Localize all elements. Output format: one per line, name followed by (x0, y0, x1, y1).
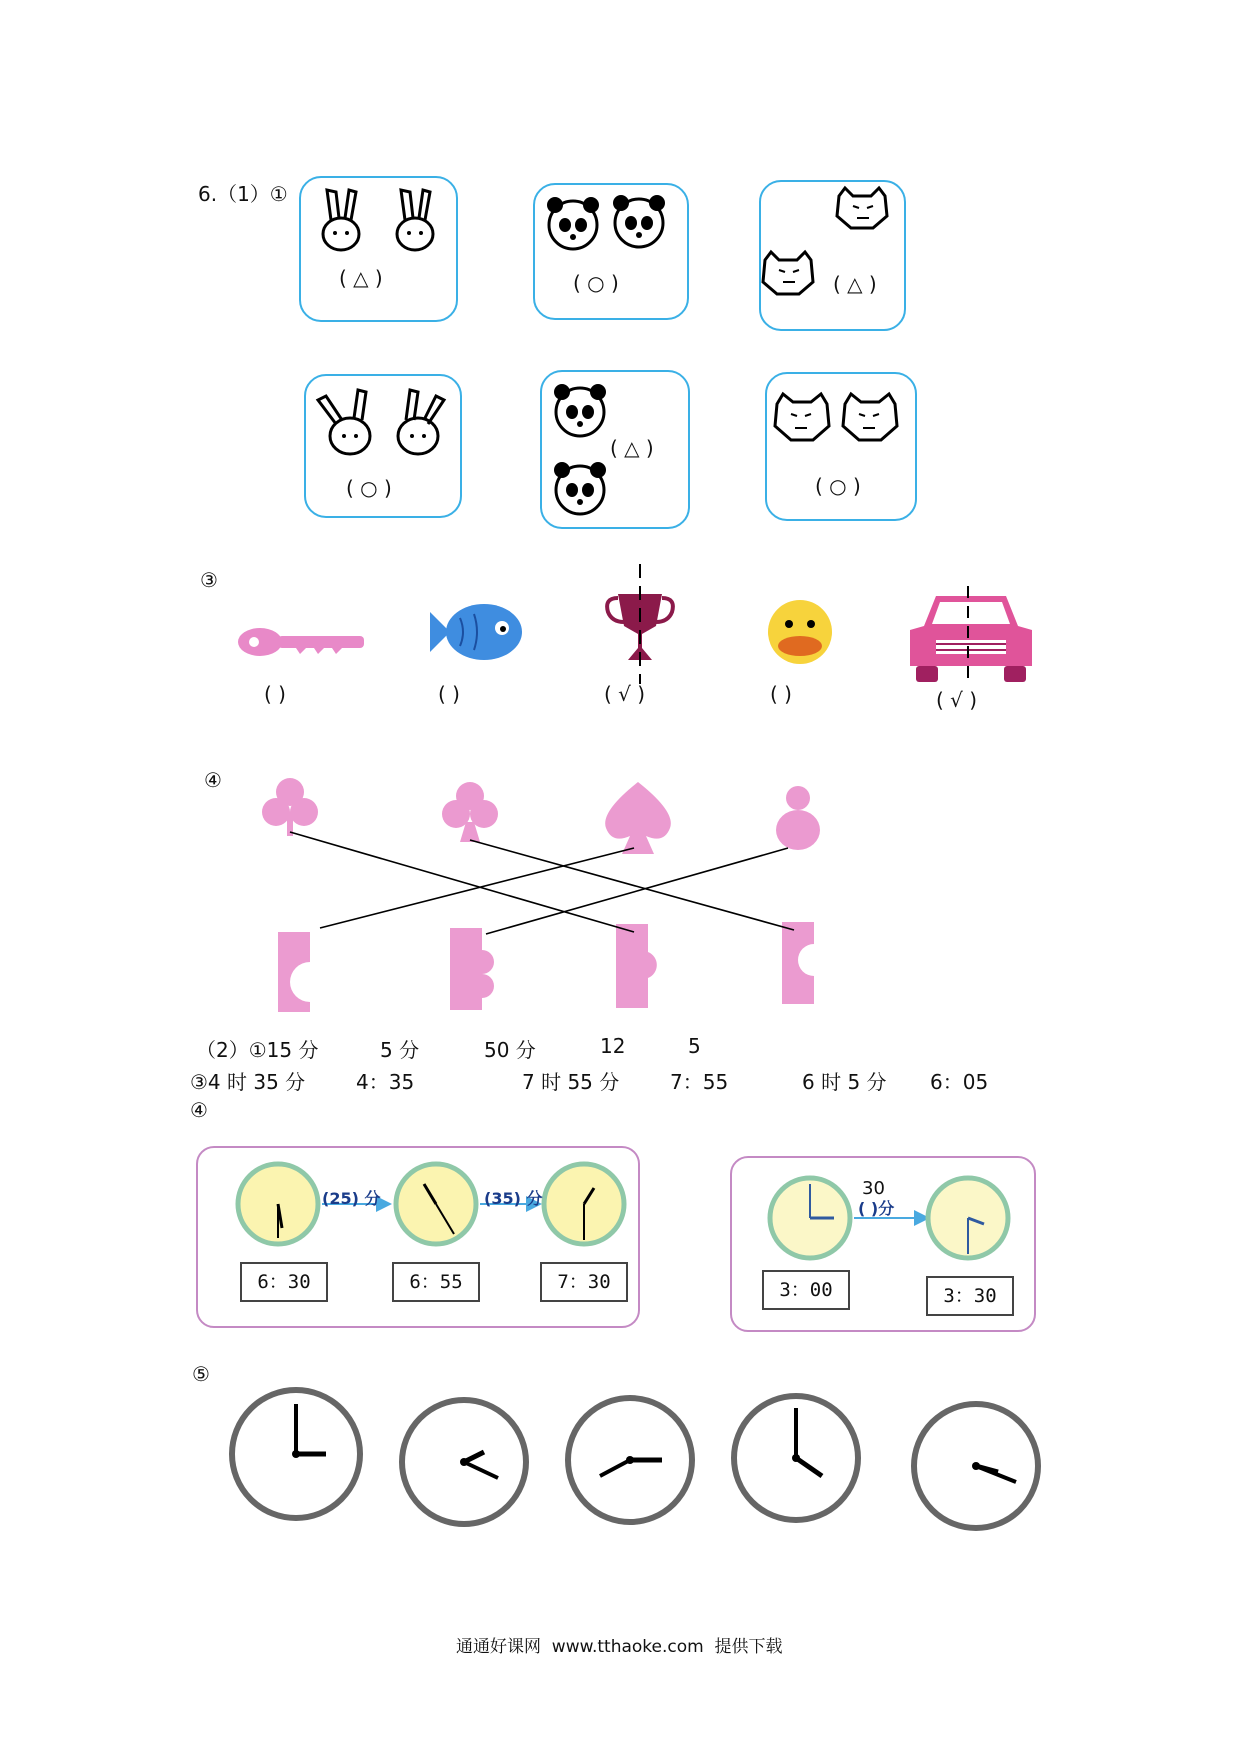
car-icon (906, 586, 1036, 686)
clock-icon (402, 1400, 526, 1524)
question-6-header: 6.（1）① (198, 182, 288, 206)
animal-answer-4: ( ○ ) (346, 476, 392, 500)
part2-line1-d: 12 (600, 1034, 626, 1058)
clock-sequence-right (764, 1172, 1014, 1268)
time-box-3: 7：30 (540, 1262, 628, 1302)
trophy-icon (604, 564, 676, 684)
arrow-answer-30: 30 (862, 1178, 885, 1199)
animal-box-rabbits-1 (299, 176, 458, 322)
panda-icon (535, 185, 687, 275)
time-box-5: 3：30 (926, 1276, 1014, 1316)
duck-icon (765, 596, 835, 670)
clock-icon (734, 1396, 858, 1520)
part2-sub-5-marker: ⑤ (192, 1362, 210, 1386)
time-box-2: 6：55 (392, 1262, 480, 1302)
symmetry-answer-fish: ( ) (438, 682, 460, 706)
part2-line1-c: 50 分 (484, 1038, 536, 1062)
clock-icon (770, 1178, 850, 1258)
time-box-1: 6：30 (240, 1262, 328, 1302)
rabbit-icon (301, 178, 456, 278)
tiger-icon (761, 182, 904, 329)
gourd-shape (776, 786, 820, 850)
match-line-1 (290, 832, 634, 932)
club-shape (442, 782, 498, 842)
sub-question-3-marker: ③ (200, 568, 218, 592)
animal-answer-2: ( ○ ) (573, 271, 619, 295)
part2-sub-4-marker: ④ (190, 1098, 208, 1122)
symmetry-answer-key: ( ) (264, 682, 286, 706)
half-shape-4 (782, 922, 814, 1004)
part2-line2-d: 7：55 (670, 1070, 729, 1094)
arrow-label-25: (25) 分 (322, 1189, 381, 1208)
clock-icon (238, 1164, 318, 1244)
key-icon (236, 620, 366, 664)
animal-box-pandas-1 (533, 183, 689, 320)
match-line-4 (486, 848, 788, 934)
clock-icon (914, 1404, 1038, 1528)
clock-icon (544, 1164, 624, 1244)
part2-line1-a: （2）①15 分 (196, 1038, 319, 1062)
match-line-3 (320, 848, 634, 928)
symmetry-answer-duck: ( ) (770, 682, 792, 706)
matching-figure (260, 772, 840, 1022)
part2-line2-c: 7 时 55 分 (522, 1070, 620, 1094)
animal-answer-3: ( △ ) (833, 272, 877, 296)
animal-box-pandas-2 (540, 370, 690, 529)
animal-box-tigers-1 (759, 180, 906, 331)
clock-sequence-left (232, 1158, 652, 1254)
half-shape-3 (616, 924, 657, 1008)
part2-line2-f: 6：05 (930, 1070, 989, 1094)
part2-line1-e: 5 (688, 1034, 701, 1058)
part2-line2-b: 4：35 (356, 1070, 415, 1094)
animal-answer-6: ( ○ ) (815, 474, 861, 498)
clock-icon (396, 1164, 476, 1244)
spade-shape (605, 782, 671, 854)
clock-icon (568, 1398, 692, 1522)
time-box-4: 3：00 (762, 1270, 850, 1310)
part2-line1-b: 5 分 (380, 1038, 420, 1062)
half-shape-2 (450, 928, 494, 1010)
footer-text: 通通好课网 www.tthaoke.com 提供下载 (456, 1637, 783, 1657)
symmetry-answer-trophy: ( √ ) (604, 682, 646, 706)
symmetry-answer-car: ( √ ) (936, 688, 978, 712)
fish-icon (426, 598, 526, 664)
rabbit-icon (306, 376, 460, 476)
tiger-icon (767, 374, 915, 474)
clock-icon (928, 1178, 1008, 1258)
clock-icon (232, 1390, 360, 1518)
half-shape-1 (278, 932, 310, 1012)
animal-answer-1: ( △ ) (339, 266, 383, 290)
part2-line2-a: ③4 时 35 分 (190, 1070, 306, 1094)
clover-shape-1 (262, 778, 318, 836)
arrow-label-minutes: ( )分 (858, 1199, 895, 1218)
animal-box-rabbits-2 (304, 374, 462, 518)
animal-answer-5: ( △ ) (610, 436, 654, 460)
clock-row (226, 1384, 1066, 1544)
arrow-label-35: (35) 分 (484, 1189, 543, 1208)
part2-line2-e: 6 时 5 分 (802, 1070, 887, 1094)
sub-question-4-marker: ④ (204, 768, 222, 792)
animal-box-tigers-2 (765, 372, 917, 521)
